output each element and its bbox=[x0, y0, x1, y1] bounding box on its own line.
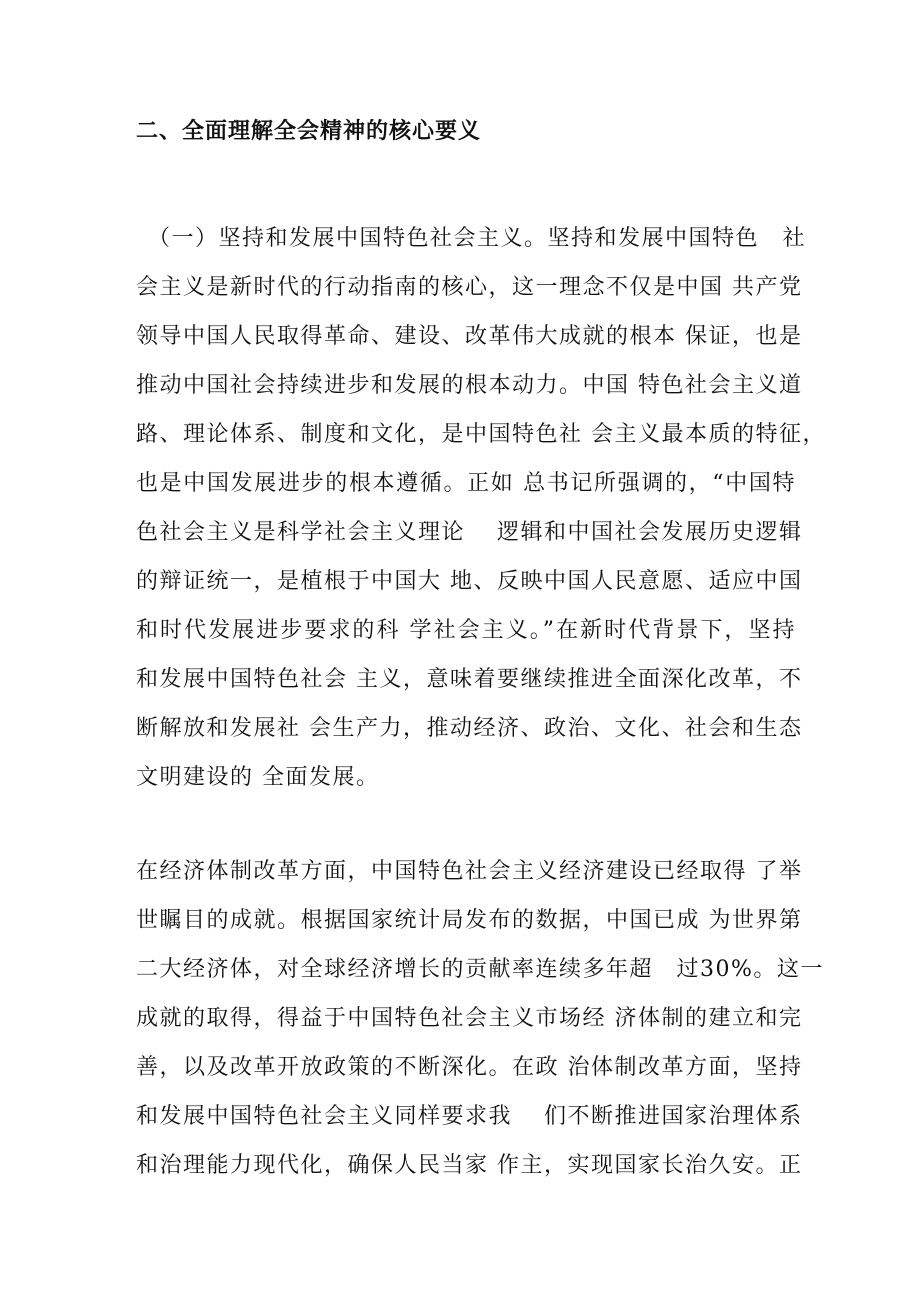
paragraph-line: 善，以及改革开放政策的不断深化。在政 治体制改革方面，坚持 bbox=[136, 1055, 803, 1080]
paragraph-line: 在经济体制改革方面，中国特色社会主义经济建设已经取得 了举 bbox=[136, 859, 803, 884]
paragraph-line: 世瞩目的成就。根据国家统计局发布的数据，中国已成 为世界第 bbox=[136, 908, 803, 933]
paragraph-line: 和时代发展进步要求的科 学社会主义。”在新时代背景下，坚持 bbox=[136, 618, 796, 643]
paragraph-1 bbox=[136, 214, 826, 802]
paragraph-line: 推动中国社会持续进步和发展的根本动力。中国 特色社会主义道 bbox=[136, 373, 803, 398]
paragraph-line: 断解放和发展社 会生产力，推动经济、政治、文化、社会和生态 bbox=[136, 716, 803, 741]
paragraph-line: 领导中国人民取得革命、建设、改革伟大成就的根本 保证，也是 bbox=[136, 324, 803, 349]
paragraph-line: 也是中国发展进步的根本遵循。正如 总书记所强调的，“中国特 bbox=[136, 471, 796, 496]
paragraph-line: 和发展中国特色社会主义同样要求我 们不断推进国家治理体系 bbox=[136, 1104, 803, 1129]
paragraph-line: （一）坚持和发展中国特色社会主义。坚持和发展中国特色 社 bbox=[148, 226, 807, 251]
paragraph-line: 文明建设的 全面发展。 bbox=[136, 765, 380, 790]
paragraph-2 bbox=[136, 847, 824, 1190]
paragraph-line: 路、理论体系、制度和文化，是中国特色社 会主义最本质的特征， bbox=[136, 422, 826, 447]
section-heading: 二、全面理解全会精神的核心要义 bbox=[136, 119, 482, 144]
paragraph-line: 会主义是新时代的行动指南的核心，这一理念不仅是中国 共产党 bbox=[136, 275, 803, 300]
paragraph-line: 色社会主义是科学社会主义理论 逻辑和中国社会发展历史逻辑 bbox=[136, 520, 803, 545]
paragraph-line: 和发展中国特色社会 主义，意味着要继续推进全面深化改革，不 bbox=[136, 667, 803, 692]
paragraph-line: 的辩证统一，是植根于中国大 地、反映中国人民意愿、适应中国 bbox=[136, 569, 803, 594]
paragraph-line: 成就的取得，得益于中国特色社会主义市场经 济体制的建立和完 bbox=[136, 1006, 803, 1031]
paragraph-line: 和治理能力现代化，确保人民当家 作主，实现国家长治久安。正 bbox=[136, 1153, 803, 1178]
paragraph-line: 二大经济体，对全球经济增长的贡献率连续多年超 过30%。这一 bbox=[136, 957, 824, 982]
